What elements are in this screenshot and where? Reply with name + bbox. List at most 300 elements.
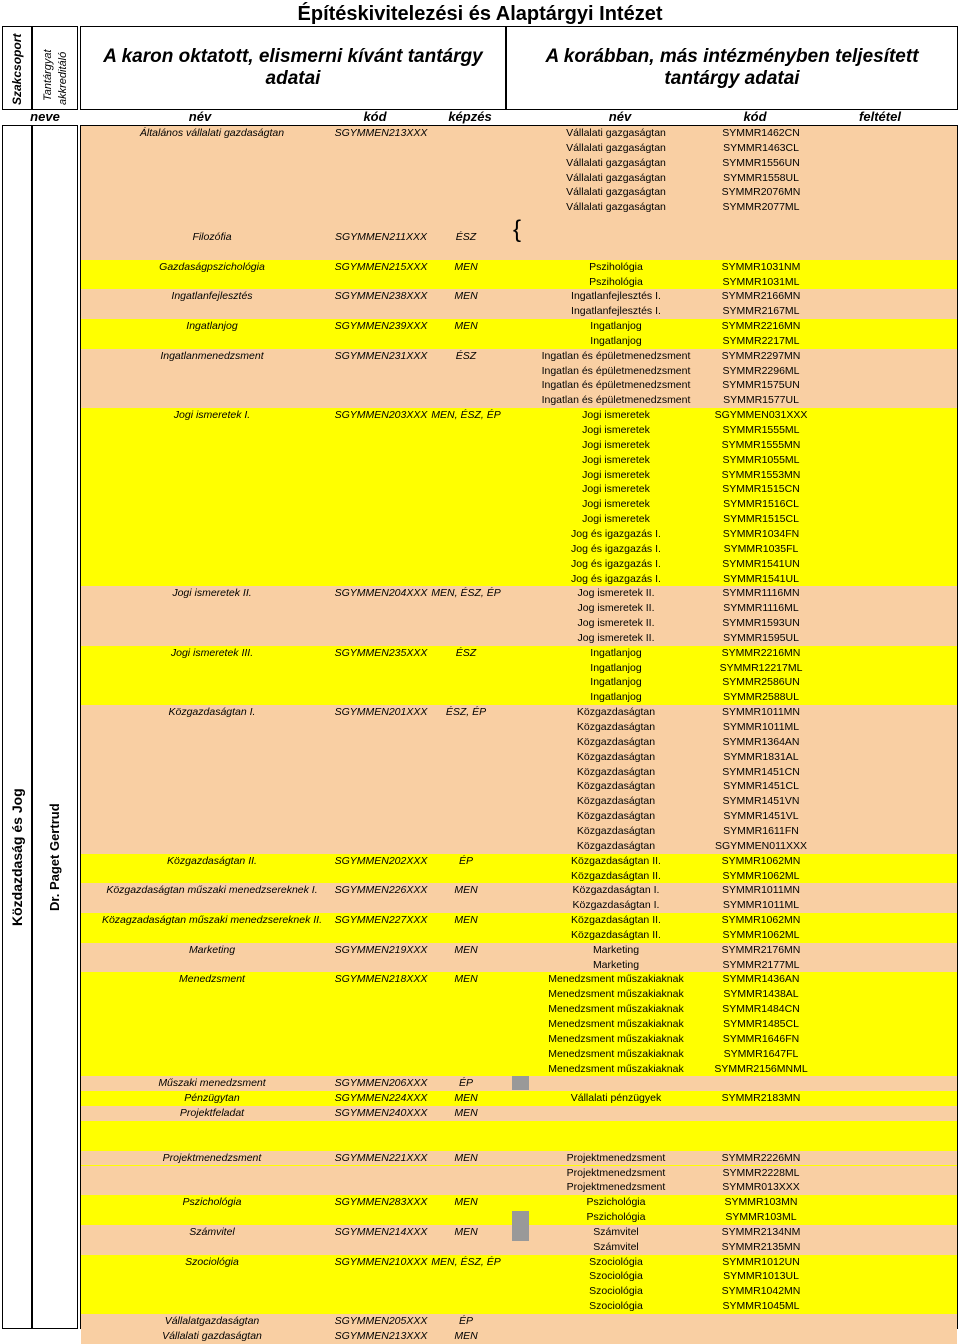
prior-course-code: SYMMR1011ML bbox=[722, 721, 800, 733]
table-row bbox=[81, 1032, 957, 1047]
right-section-header bbox=[506, 26, 958, 110]
table-row bbox=[81, 438, 957, 453]
prior-course-name: Vállalati gazgaságtan bbox=[566, 171, 666, 184]
table-row bbox=[81, 453, 957, 468]
prior-course-name: Számvitel bbox=[593, 1225, 639, 1238]
course-name: Közagzadaságtan műszaki menedzsereknek II. bbox=[101, 914, 323, 927]
table-row bbox=[81, 1195, 957, 1210]
table-row bbox=[81, 200, 957, 215]
table-row bbox=[81, 690, 957, 705]
prior-course-code: SYMMR1593UN bbox=[722, 617, 800, 630]
table-row bbox=[81, 869, 957, 884]
prior-course-code: SYMMR1012UN bbox=[722, 1255, 800, 1268]
course-name: Általános vállalati gazdaságtan bbox=[139, 127, 285, 139]
prior-course-code: SYMMR103MN bbox=[724, 1196, 798, 1209]
szakcsoport-value: Közdazdaság és Jog bbox=[9, 788, 25, 926]
table-row bbox=[81, 185, 957, 200]
col-neve: neve bbox=[30, 109, 60, 124]
course-code: SGYMMEN205XXX bbox=[334, 1315, 428, 1327]
prior-course-name: Jogi ismeretek bbox=[582, 468, 650, 481]
course-code: SGYMMEN238XXX bbox=[334, 290, 428, 303]
prior-course-name: Menedzsment műszakiaknak bbox=[548, 1018, 684, 1030]
table-row bbox=[81, 1151, 957, 1166]
prior-course-name: Menedzsment műszakiaknak bbox=[548, 988, 684, 1001]
prior-course-name: Közgazdaságtan II. bbox=[571, 854, 661, 867]
course-training: MEN bbox=[454, 1092, 478, 1105]
table-row bbox=[81, 171, 957, 186]
table-row bbox=[81, 1091, 957, 1106]
table-row bbox=[81, 765, 957, 780]
prior-course-code: SYMMR1062ML bbox=[722, 928, 800, 941]
prior-course-name: Jogi ismeretek bbox=[582, 453, 650, 466]
prior-course-name: Ingatlan és épületmenedzsment bbox=[541, 364, 691, 377]
course-training: MEN bbox=[454, 884, 478, 897]
course-code: SGYMMEN213XXX bbox=[334, 127, 428, 139]
table-row bbox=[81, 898, 957, 913]
prior-course-code: SYMMR2077ML bbox=[722, 201, 800, 214]
course-name: Vállalati gazdaságtan bbox=[162, 1329, 262, 1342]
table-row bbox=[81, 260, 957, 275]
prior-course-code: SYMMR013XXX bbox=[722, 1181, 800, 1194]
prior-course-name: Projektmenedzsment bbox=[566, 1166, 666, 1179]
table-row bbox=[81, 1269, 957, 1284]
prior-course-code: SYMMR1516CL bbox=[723, 498, 799, 511]
course-training: MEN, ÉSZ, ÉP bbox=[431, 409, 501, 422]
table-row bbox=[81, 735, 957, 750]
prior-course-code: SYMMR2217ML bbox=[722, 334, 800, 347]
table-row bbox=[81, 289, 957, 304]
table-row bbox=[81, 1106, 957, 1121]
prior-course-name: Pszichológia bbox=[586, 1196, 646, 1209]
prior-course-name: Menedzsment műszakiaknak bbox=[548, 1032, 684, 1045]
prior-course-name: Menedzsment műszakiaknak bbox=[548, 973, 684, 986]
prior-course-code: SGYMMEN011XXX bbox=[714, 839, 807, 852]
table-row bbox=[81, 378, 957, 393]
table-row bbox=[81, 572, 957, 587]
prior-course-code: SYMMR2183MN bbox=[721, 1092, 801, 1105]
course-code: SGYMMEN239XXX bbox=[334, 320, 428, 333]
prior-course-name: Vállalati gazgaságtan bbox=[566, 201, 666, 214]
prior-course-name: Közgazdaságtan bbox=[576, 750, 656, 763]
prior-course-code: SYMMR2076MN bbox=[721, 186, 801, 199]
prior-course-name: Vállalati gazgaságtan bbox=[566, 156, 666, 169]
prior-course-code: SYMMR1451VL bbox=[723, 810, 799, 823]
course-code: SGYMMEN235XXX bbox=[334, 646, 428, 659]
page-title: Építéskivitelezési és Alaptárgyi Intézet bbox=[297, 3, 663, 25]
table-row bbox=[81, 943, 957, 958]
table-row bbox=[81, 468, 957, 483]
prior-course-name: Jog és igazgazás I. bbox=[571, 572, 661, 585]
prior-course-code: SYMMR1575UN bbox=[722, 379, 800, 392]
table-row bbox=[81, 542, 957, 557]
course-name: Számvitel bbox=[189, 1225, 235, 1238]
table-row bbox=[81, 512, 957, 527]
prior-course-name: Közgazdaságtan bbox=[576, 721, 656, 733]
prior-course-code: SYMMR2588UL bbox=[723, 691, 799, 704]
prior-course-code: SYMMR103ML bbox=[725, 1211, 797, 1224]
prior-course-code: SYMMR2156MNML bbox=[714, 1062, 808, 1075]
prior-course-code: SYMMR2216MN bbox=[721, 320, 801, 333]
prior-course-code: SYMMR2134NM bbox=[721, 1225, 801, 1238]
prior-course-name: Szociológia bbox=[589, 1285, 643, 1298]
table-row bbox=[81, 1314, 957, 1329]
course-training: MEN bbox=[454, 1107, 478, 1120]
prior-course-name: Szociológia bbox=[589, 1270, 643, 1283]
prior-course-code: SYMMR2296ML bbox=[722, 364, 800, 377]
szakcsoport-header-cell bbox=[2, 26, 32, 110]
table-row bbox=[81, 1329, 957, 1344]
prior-course-code: SYMMR1451CN bbox=[722, 765, 800, 778]
course-name: Projektmenedzsment bbox=[162, 1151, 262, 1164]
course-training: MEN bbox=[454, 943, 478, 956]
course-name: Közgazdaságtan műszaki menedzsereknek I. bbox=[106, 884, 318, 897]
course-name: Ingatlanjog bbox=[186, 320, 238, 333]
table-row bbox=[81, 987, 957, 1002]
prior-course-name: Jog és igazgazás I. bbox=[571, 557, 661, 570]
column-header-row bbox=[0, 109, 960, 125]
col-nev: név bbox=[188, 109, 212, 124]
course-code: SGYMMEN226XXX bbox=[334, 884, 428, 897]
table-row bbox=[81, 809, 957, 824]
course-name: Ingatlanmenedzsment bbox=[160, 349, 264, 362]
table-row bbox=[81, 141, 957, 156]
prior-course-code: SYMMR1646FN bbox=[722, 1032, 800, 1045]
prior-course-name: Jog és igazgazás I. bbox=[571, 542, 661, 555]
course-training: ÉSZ bbox=[455, 230, 477, 243]
prior-course-name: Közgazdaságtan bbox=[576, 839, 656, 852]
prior-course-code: SYMMR1611FN bbox=[723, 824, 799, 837]
prior-course-name: Ingatlanjog bbox=[590, 320, 642, 333]
course-code: SGYMMEN215XXX bbox=[334, 260, 428, 273]
prior-course-name: Jogi ismeretek bbox=[582, 424, 650, 436]
course-name: Menedzsment bbox=[179, 973, 245, 986]
table-row bbox=[81, 972, 957, 987]
prior-course-code: SYMMR2177ML bbox=[722, 958, 800, 971]
akkreditalo-header-cell bbox=[32, 26, 78, 110]
prior-course-name: Vállalati gazgaságtan bbox=[566, 141, 666, 154]
course-training: MEN bbox=[454, 1329, 478, 1342]
table-row bbox=[81, 616, 957, 631]
prior-course-code: SYMMR1116ML bbox=[723, 602, 799, 615]
table-row bbox=[81, 482, 957, 497]
prior-course-name: Jog ismeretek II. bbox=[577, 617, 655, 630]
course-code: SGYMMEN201XXX bbox=[334, 706, 428, 719]
prior-course-code: SYMMR1462CN bbox=[722, 127, 800, 139]
prior-course-name: Ingatlanfejlesztés I. bbox=[571, 290, 661, 303]
prior-course-name: Jog ismeretek II. bbox=[577, 631, 655, 644]
course-training: MEN bbox=[454, 973, 478, 986]
prior-course-code: SYMMR1485CL bbox=[723, 1018, 799, 1030]
table-row bbox=[81, 557, 957, 572]
col-kod2: kód bbox=[743, 109, 767, 124]
course-code: SGYMMEN231XXX bbox=[334, 349, 428, 362]
prior-course-code: SYMMR2228ML bbox=[722, 1166, 800, 1179]
prior-course-code: SYMMR1062ML bbox=[722, 869, 800, 882]
course-training: ÉSZ bbox=[455, 349, 477, 362]
table-row bbox=[81, 794, 957, 809]
prior-course-code: SYMMR12217ML bbox=[719, 661, 803, 674]
course-training: ÉP bbox=[458, 1315, 473, 1327]
prior-course-code: SYMMR2176MN bbox=[721, 943, 801, 956]
prior-course-name: Közgazdaságtan I. bbox=[572, 884, 660, 897]
table-row bbox=[81, 1284, 957, 1299]
prior-course-name: Ingatlan és épületmenedzsment bbox=[541, 379, 691, 392]
prior-course-code: SYMMR1011MN bbox=[722, 706, 800, 719]
prior-course-code: SYMMR1062MN bbox=[721, 914, 801, 927]
course-training: MEN bbox=[454, 1196, 478, 1209]
prior-course-name: Ingatlanjog bbox=[590, 646, 642, 659]
table-row bbox=[81, 156, 957, 171]
prior-course-name: Közgazdaságtan I. bbox=[572, 899, 660, 912]
table-row bbox=[81, 1240, 957, 1255]
course-training: MEN bbox=[454, 260, 478, 273]
table-row bbox=[81, 1002, 957, 1017]
brace-mark: { bbox=[513, 216, 522, 243]
prior-course-code: SYMMR1555MN bbox=[721, 438, 801, 451]
table-row bbox=[81, 423, 957, 438]
course-code: SGYMMEN224XXX bbox=[334, 1092, 428, 1105]
course-name: Jogi ismeretek II. bbox=[172, 587, 252, 600]
prior-course-code: SGYMMEN031XXX bbox=[714, 409, 808, 422]
table-row bbox=[81, 854, 957, 869]
prior-course-code: SYMMR1055ML bbox=[722, 453, 800, 466]
prior-course-name: Jogi ismeretek bbox=[582, 498, 650, 511]
prior-course-code: SYMMR1463CL bbox=[723, 141, 799, 154]
course-code: SGYMMEN202XXX bbox=[334, 854, 428, 867]
course-code: SGYMMEN203XXX bbox=[334, 409, 428, 422]
course-training: ÉP bbox=[458, 1077, 473, 1090]
course-name: Közgazdaságtan II. bbox=[167, 854, 257, 867]
table-row bbox=[81, 705, 957, 720]
table-row bbox=[81, 675, 957, 690]
course-name: Jogi ismeretek I. bbox=[173, 409, 251, 422]
course-name: Jogi ismeretek III. bbox=[170, 646, 254, 659]
prior-course-name: Marketing bbox=[592, 943, 640, 956]
prior-course-code: SYMMR1484CN bbox=[722, 1003, 800, 1016]
prior-course-name: Jogi ismeretek bbox=[582, 438, 650, 451]
table-row bbox=[81, 1166, 957, 1181]
course-code: SGYMMEN210XXX bbox=[334, 1255, 428, 1268]
prior-course-code: SYMMR2586UN bbox=[722, 676, 800, 689]
prior-course-name: Ingatlan és épületmenedzsment bbox=[541, 394, 691, 407]
prior-course-name: Szociológia bbox=[589, 1255, 643, 1268]
prior-course-name: Menedzsment műszakiaknak bbox=[548, 1003, 684, 1016]
course-name: Vállalatgazdaságtan bbox=[164, 1315, 260, 1327]
prior-course-code: SYMMR1515CL bbox=[723, 513, 799, 526]
prior-course-code: SYMMR1035FL bbox=[723, 542, 799, 555]
table-row bbox=[81, 527, 957, 542]
table-row bbox=[81, 1299, 957, 1314]
left-section-header-text: A karon oktatott, elismerni kívánt tantárgy adatai bbox=[103, 46, 483, 89]
course-code: SGYMMEN240XXX bbox=[334, 1107, 428, 1120]
akkreditalo-label-2: akkreditáló bbox=[57, 51, 69, 105]
prior-course-code: SYMMR1116MN bbox=[722, 587, 800, 600]
akkreditalo-value: Dr. Paget Gertrud bbox=[47, 803, 62, 911]
prior-course-name: Szociológia bbox=[589, 1300, 643, 1313]
data-table bbox=[80, 125, 958, 1342]
prior-course-name: Pszichológia bbox=[586, 1211, 646, 1224]
prior-course-name: Közgazdaságtan bbox=[576, 810, 656, 823]
course-training: ÉSZ bbox=[455, 646, 477, 659]
course-name: Filozófia bbox=[192, 230, 232, 243]
table-rows bbox=[81, 126, 957, 1342]
prior-course-code: SYMMR1364AN bbox=[722, 735, 800, 748]
prior-course-code: SYMMR1438AL bbox=[723, 988, 799, 1001]
course-training: ÉSZ, ÉP bbox=[445, 706, 487, 719]
left-section-header bbox=[80, 26, 506, 110]
prior-course-code: SYMMR1541UN bbox=[722, 557, 800, 570]
prior-course-code: SYMMR1031ML bbox=[722, 275, 800, 288]
prior-course-name: Pszihológia bbox=[589, 275, 643, 288]
course-code: SGYMMEN227XXX bbox=[334, 914, 428, 927]
table-row bbox=[81, 245, 957, 260]
prior-course-name: Ingatlan és épületmenedzsment bbox=[541, 349, 691, 362]
prior-course-code: SYMMR1451VN bbox=[722, 795, 800, 808]
prior-course-code: SYMMR2167ML bbox=[722, 305, 800, 318]
prior-course-name: Közgazdaságtan bbox=[576, 765, 656, 778]
course-training: MEN bbox=[454, 320, 478, 333]
gray-marker bbox=[512, 1076, 529, 1090]
prior-course-name: Közgazdaságtan bbox=[576, 824, 656, 837]
prior-course-name: Közgazdaságtan II. bbox=[571, 928, 661, 941]
table-row bbox=[81, 393, 957, 408]
prior-course-code: SYMMR1515CN bbox=[722, 483, 800, 496]
course-training: MEN bbox=[454, 290, 478, 303]
prior-course-code: SYMMR1013UL bbox=[723, 1270, 799, 1283]
prior-course-name: Vállalati gazgaságtan bbox=[566, 186, 666, 199]
prior-course-code: SYMMR1031NM bbox=[721, 260, 801, 273]
prior-course-name: Közgazdaságtan bbox=[576, 735, 656, 748]
table-row bbox=[81, 1017, 957, 1032]
course-training: MEN bbox=[454, 914, 478, 927]
course-code: SGYMMEN283XXX bbox=[334, 1196, 428, 1209]
prior-course-code: SYMMR1011ML bbox=[722, 899, 800, 912]
prior-course-name: Projektmenedzsment bbox=[566, 1181, 666, 1194]
course-code: SGYMMEN204XXX bbox=[334, 587, 428, 600]
prior-course-name: Közgazdaságtan bbox=[576, 795, 656, 808]
table-row bbox=[81, 883, 957, 898]
table-row bbox=[81, 928, 957, 943]
course-code: SGYMMEN219XXX bbox=[334, 943, 428, 956]
prior-course-name: Jog ismeretek II. bbox=[577, 587, 655, 600]
akkreditalo-label-1: Tantárgyat bbox=[42, 49, 54, 101]
prior-course-name: Közgazdaságtan bbox=[576, 706, 656, 719]
prior-course-code: SYMMR2135MN bbox=[721, 1240, 801, 1253]
course-training: MEN bbox=[454, 1151, 478, 1164]
table-row bbox=[81, 349, 957, 364]
course-training: MEN, ÉSZ, ÉP bbox=[431, 1255, 501, 1268]
table-row bbox=[81, 779, 957, 794]
prior-course-code: SYMMR1436AN bbox=[722, 973, 800, 986]
course-code: SGYMMEN206XXX bbox=[334, 1077, 428, 1090]
table-row bbox=[81, 839, 957, 854]
table-row bbox=[81, 408, 957, 423]
prior-course-name: Közgazdaságtan II. bbox=[571, 914, 661, 927]
prior-course-name: Jogi ismeretek bbox=[582, 513, 650, 526]
table-row bbox=[81, 661, 957, 676]
table-row bbox=[81, 601, 957, 616]
prior-course-name: Menedzsment műszakiaknak bbox=[548, 1062, 684, 1075]
table-row bbox=[81, 364, 957, 379]
table-row bbox=[81, 1255, 957, 1270]
prior-course-code: SYMMR2216MN bbox=[721, 646, 801, 659]
prior-course-code: SYMMR1577UL bbox=[723, 394, 799, 407]
table-row bbox=[81, 1121, 957, 1136]
table-row bbox=[81, 720, 957, 735]
prior-course-name: Közgazdaságtan bbox=[576, 780, 656, 793]
course-code: SGYMMEN213XXX bbox=[334, 1329, 428, 1342]
prior-course-code: SYMMR1556UN bbox=[722, 156, 800, 169]
prior-course-code: SYMMR1042MN bbox=[721, 1285, 801, 1298]
course-name: Közgazdaságtan I. bbox=[168, 706, 256, 719]
prior-course-name: Számvitel bbox=[593, 1240, 639, 1253]
prior-course-name: Ingatlanjog bbox=[590, 691, 642, 704]
prior-course-name: Menedzsment műszakiaknak bbox=[548, 1047, 684, 1060]
table-row bbox=[81, 586, 957, 601]
right-section-header-text: A korábban, más intézményben teljesített tantárgy adatai bbox=[545, 46, 919, 89]
table-row bbox=[81, 631, 957, 646]
table-row bbox=[81, 646, 957, 661]
table-row bbox=[81, 1136, 957, 1151]
table-row bbox=[81, 958, 957, 973]
table-row bbox=[81, 497, 957, 512]
szakcsoport-label: Szakcsoport bbox=[10, 33, 24, 105]
prior-course-name: Jogi ismeretek bbox=[582, 483, 650, 496]
prior-course-name: Marketing bbox=[592, 958, 640, 971]
table-row bbox=[81, 1062, 957, 1077]
table-row bbox=[81, 275, 957, 290]
course-code: SGYMMEN214XXX bbox=[334, 1225, 428, 1238]
table-row bbox=[81, 304, 957, 319]
prior-course-name: Ingatlanjog bbox=[590, 334, 642, 347]
prior-course-name: Közgazdaságtan II. bbox=[571, 869, 661, 882]
prior-course-name: Jog ismeretek II. bbox=[577, 602, 655, 615]
prior-course-name: Vállalati pénzügyek bbox=[570, 1092, 662, 1105]
szakcsoport-value-cell bbox=[2, 125, 32, 1329]
table-row bbox=[81, 126, 957, 141]
prior-course-code: SYMMR1541UL bbox=[723, 572, 799, 585]
course-training: MEN, ÉSZ, ÉP bbox=[431, 587, 501, 600]
course-name: Pénzügytan bbox=[184, 1092, 240, 1105]
prior-course-code: SYMMR1045ML bbox=[722, 1300, 800, 1313]
prior-course-name: Pszihológia bbox=[589, 260, 643, 273]
prior-course-name: Ingatlanjog bbox=[590, 661, 642, 674]
prior-course-code: SYMMR2226MN bbox=[721, 1151, 801, 1164]
course-name: Projektfeladat bbox=[179, 1107, 245, 1120]
col-nev2: név bbox=[608, 109, 632, 124]
prior-course-code: SYMMR1011MN bbox=[722, 884, 800, 897]
course-name: Műszaki menedzsment bbox=[158, 1077, 266, 1090]
table-row bbox=[81, 913, 957, 928]
prior-course-name: Jog és igazgazás I. bbox=[571, 527, 661, 540]
course-training: MEN bbox=[454, 1225, 478, 1238]
table-row bbox=[81, 750, 957, 765]
course-code: SGYMMEN221XXX bbox=[334, 1151, 428, 1164]
prior-course-name: Ingatlanfejlesztés I. bbox=[571, 305, 661, 318]
table-row bbox=[81, 824, 957, 839]
prior-course-code: SYMMR1647FL bbox=[723, 1047, 799, 1060]
course-name: Szociológia bbox=[185, 1255, 239, 1268]
col-feltetel: feltétel bbox=[859, 109, 901, 124]
prior-course-code: SYMMR1553MN bbox=[721, 468, 801, 481]
prior-course-name: Vállalati gazgaságtan bbox=[566, 127, 666, 139]
gray-marker bbox=[512, 1211, 529, 1241]
course-code: SGYMMEN218XXX bbox=[334, 973, 428, 986]
course-name: Marketing bbox=[188, 943, 236, 956]
prior-course-code: SYMMR2297MN bbox=[721, 349, 801, 362]
course-name: Pszichológia bbox=[182, 1196, 242, 1209]
prior-course-code: SYMMR1595UL bbox=[723, 631, 799, 644]
